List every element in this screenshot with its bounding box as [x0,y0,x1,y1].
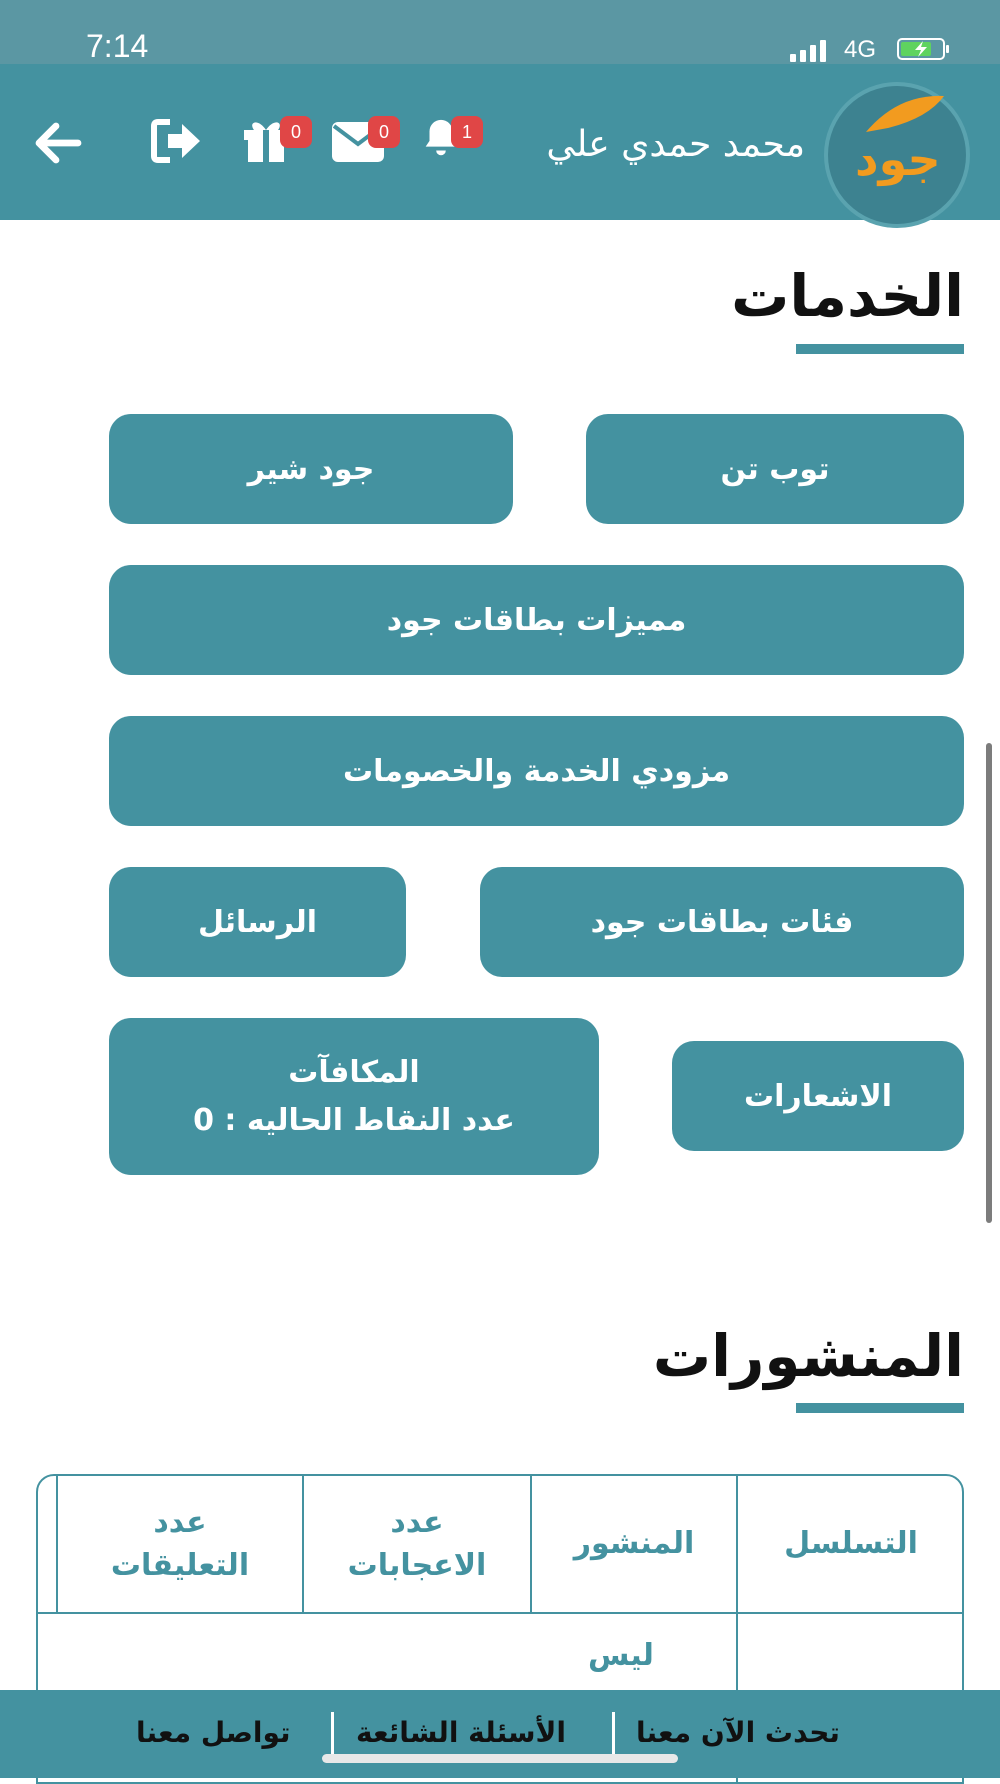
posts-title-underline [796,1403,964,1413]
network-label: 4G [844,36,877,63]
logo-text: جود [855,132,941,186]
notifications-button[interactable]: الاشعارات [672,1041,964,1151]
footer-divider [331,1712,334,1754]
column-header-post: المنشور [573,1526,695,1562]
card-features-button[interactable]: مميزات بطاقات جود [109,565,964,675]
scrollbar[interactable] [986,743,992,1223]
rewards-button[interactable] [109,1018,599,1175]
bottom-bar [0,1690,1000,1778]
column-header-serial: التسلسل [784,1526,918,1562]
contact-now-link[interactable]: تحدث الآن معنا [636,1716,840,1749]
user-name: محمد حمدي علي [546,124,805,165]
gifts-badge: 0 [280,116,312,148]
contact-us-link[interactable]: تواصل معنا [136,1716,291,1749]
logout-icon[interactable] [150,118,204,164]
table-divider [530,1476,532,1612]
column-header-likes: عدد الاعجابات [347,1504,487,1583]
rewards-label: المكافآت [288,1054,420,1090]
faq-link[interactable]: الأسئلة الشائعة [356,1716,566,1749]
card-categories-button[interactable]: فئات بطاقات جود [480,867,964,977]
footer-divider [612,1712,615,1754]
top-ten-button[interactable]: توب تن [586,414,964,524]
services-title: الخدمات [731,262,964,330]
home-indicator [322,1754,678,1763]
posts-title: المنشورات [652,1322,964,1390]
app-header [0,64,1000,220]
battery-icon [897,38,951,60]
table-divider [38,1612,962,1614]
service-providers-button[interactable]: مزودي الخدمة والخصومات [109,716,964,826]
messages-badge: 0 [368,116,400,148]
status-time: 7:14 [86,28,149,64]
jood-share-button[interactable]: جود شير [109,414,513,524]
table-divider [56,1476,58,1612]
back-arrow-icon[interactable] [34,122,82,164]
points-count: عدد النقاط الحاليه : 0 [193,1102,515,1138]
status-bar [0,0,1000,64]
table-empty-text: ليس [588,1638,654,1673]
services-title-underline [796,344,964,354]
signal-icon [790,38,828,62]
notifications-badge: 1 [451,116,483,148]
column-header-comments: عدد التعليقات [110,1504,250,1583]
messages-button[interactable]: الرسائل [109,867,406,977]
table-divider [302,1476,304,1612]
logo-swoosh-icon [858,88,948,138]
